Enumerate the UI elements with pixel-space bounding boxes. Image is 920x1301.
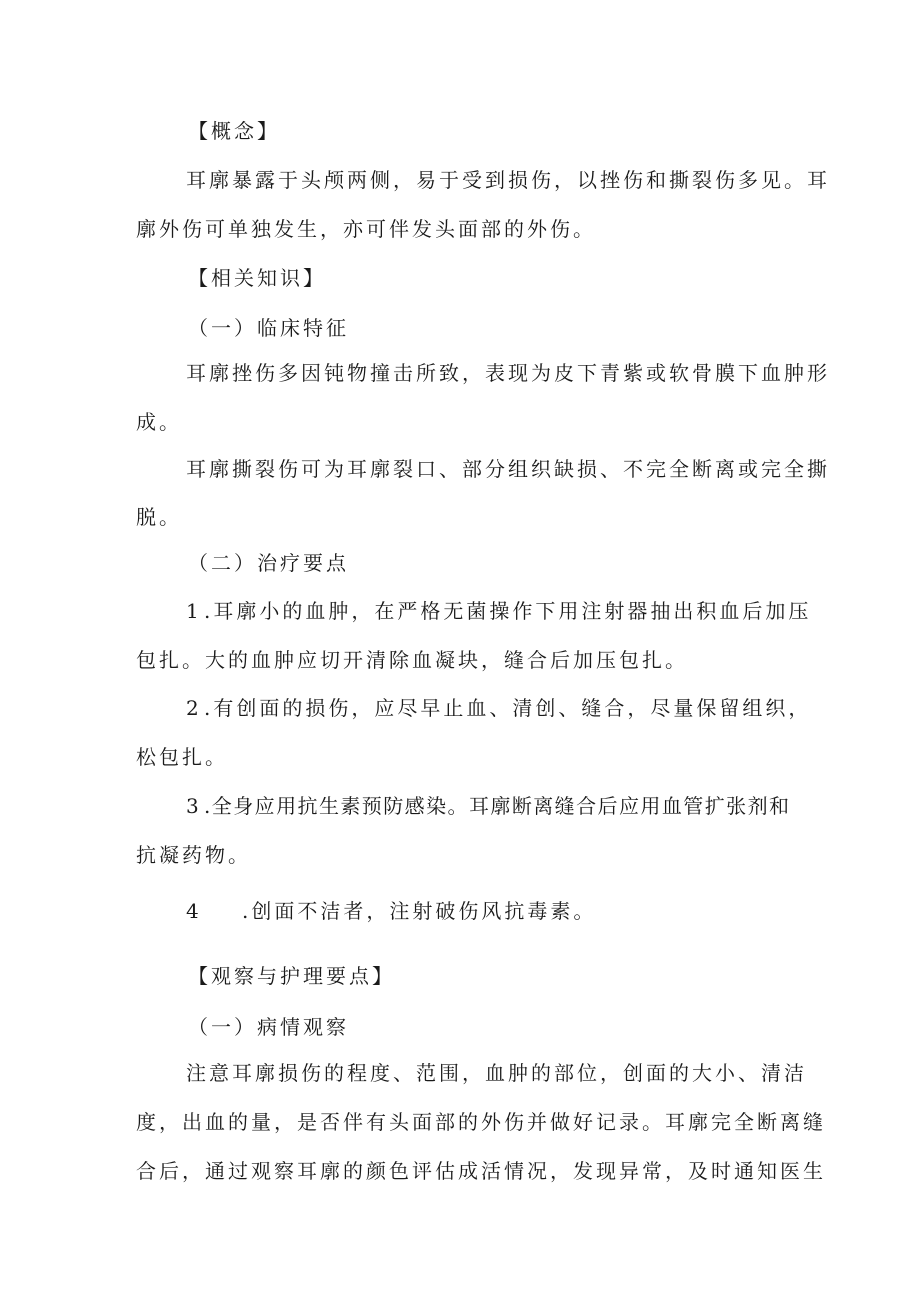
treatment-2-line-2: 松包扎。 (136, 745, 228, 769)
concept-line-2: 廓外伤可单独发生，亦可伴发头面部的外伤。 (136, 217, 596, 241)
subheading-treatment: （二）治疗要点 (188, 551, 349, 575)
clinical-p2-line-1: 耳廓撕裂伤可为耳廓裂口、部分组织缺损、不完全断离或完全撕 (186, 457, 830, 481)
treatment-1-number: 1 (186, 599, 202, 623)
treatment-1-line-2: 包扎。大的血肿应切开清除血凝块，缝合后加压包扎。 (136, 648, 688, 672)
clinical-p1-line-1: 耳廓挫伤多因钝物撞击所致，表现为皮下青紫或软骨膜下血肿形 (186, 361, 830, 385)
treatment-3-number: 3 (186, 794, 202, 818)
clinical-p2-line-2: 脱。 (136, 505, 182, 529)
treatment-3-line-2: 抗凝药物。 (136, 843, 251, 867)
treatment-1-line-1: .耳廓小的血肿，在严格无菌操作下用注射器抽出积血后加压 (204, 599, 812, 623)
treatment-3-line-1: .全身应用抗生素预防感染。耳廓断离缝合后应用血管扩张剂和 (204, 794, 790, 818)
treatment-2-number: 2 (186, 696, 202, 720)
concept-line-1: 耳廓暴露于头颅两侧，易于受到损伤，以挫伤和撕裂伤多见。耳 (186, 168, 830, 192)
clinical-p1-line-2: 成。 (136, 410, 182, 434)
treatment-2-line-1: .有创面的损伤，应尽早止血、清创、缝合，尽量保留组织， (204, 696, 812, 720)
observation-line-3: 合后，通过观察耳廓的颜色评估成活情况，发现异常，及时通知医生 (136, 1159, 826, 1183)
subheading-clinical: （一）临床特征 (188, 316, 349, 340)
heading-nursing: 【观察与护理要点】 (188, 964, 395, 988)
heading-concept: 【概念】 (188, 119, 280, 143)
observation-line-1: 注意耳廓损伤的程度、范围，血肿的部位，创面的大小、清洁 (186, 1061, 807, 1085)
subheading-observation: （一）病情观察 (188, 1015, 349, 1039)
treatment-4-line-1: .创面不洁者，注射破伤风抗毒素。 (242, 899, 597, 923)
observation-line-2: 度，出血的量，是否伴有头面部的外伤并做好记录。耳廓完全断离缝 (136, 1110, 826, 1134)
heading-knowledge: 【相关知识】 (188, 266, 326, 290)
treatment-4-number: 4 (186, 899, 202, 923)
